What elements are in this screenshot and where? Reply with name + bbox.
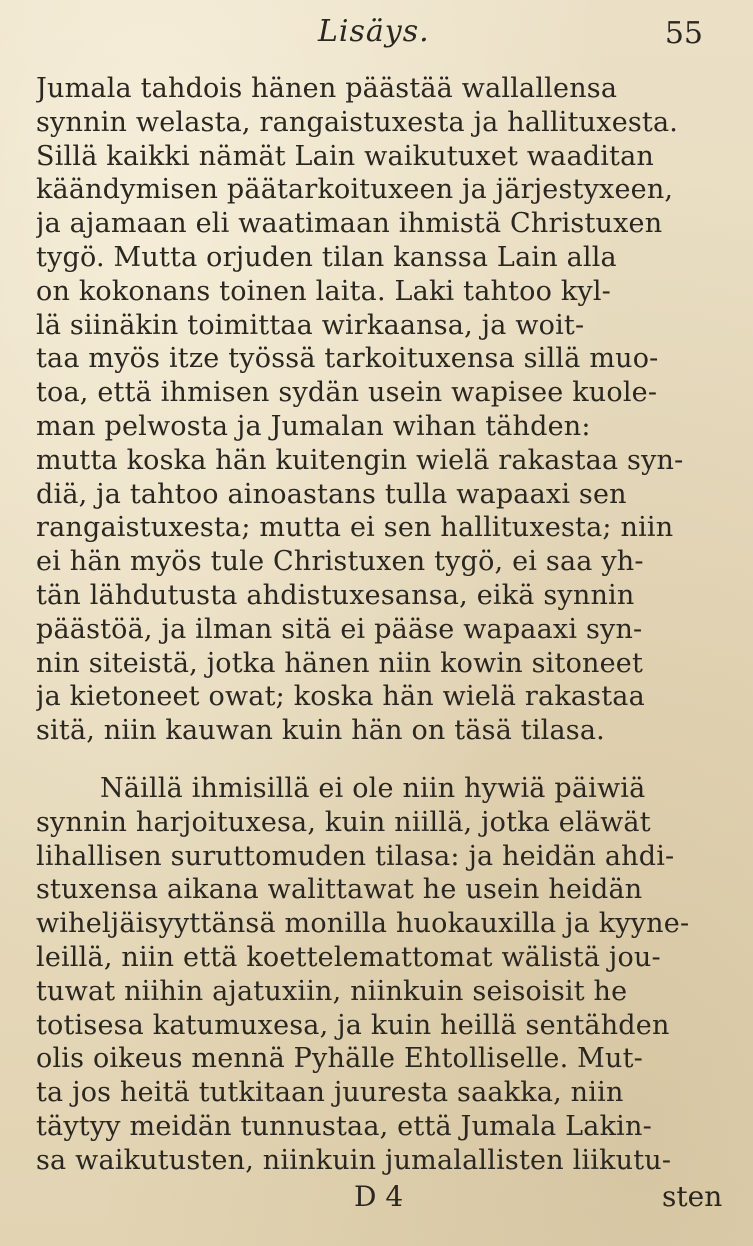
text-line: synnin harjoituxesa, kuin niillä, jotka eläwät bbox=[36, 806, 651, 838]
text-line: on kokonans toinen laita. Laki tahtoo kyl- bbox=[36, 275, 611, 307]
text-line: leillä, niin että koettelemattomat wälistä jou- bbox=[36, 941, 661, 973]
signature-mark: D 4 bbox=[354, 1180, 404, 1213]
paragraph bbox=[36, 72, 706, 748]
text-line: päästöä, ja ilman sitä ei pääse wapaaxi syn- bbox=[36, 613, 643, 645]
text-line: rangaistuxesta; mutta ei sen hallituxesta; niin bbox=[36, 512, 674, 544]
paragraph bbox=[36, 772, 706, 1178]
text-line: synnin welasta, rangaistuxesta ja hallituxesta. bbox=[36, 106, 679, 138]
text-line: ei hän myös tule Christuxen tygö, ei saa yh- bbox=[36, 546, 644, 578]
text-line: ta jos heitä tutkitaan juuresta saakka, niin bbox=[36, 1077, 624, 1109]
running-head: Lisäys. bbox=[318, 14, 430, 49]
text-line: totisesa katumuxesa, ja kuin heillä sentähden bbox=[36, 1009, 670, 1041]
text-line: toa, että ihmisen sydän usein wapisee kuole- bbox=[36, 377, 658, 409]
text-line: täytyy meidän tunnustaa, että Jumala Lakin- bbox=[36, 1110, 652, 1142]
text-line: Sillä kaikki nämät Lain waikutuxet waaditan bbox=[36, 140, 654, 172]
catchword: sten bbox=[662, 1180, 723, 1213]
text-line: ja ajamaan eli waatimaan ihmistä Christuxen bbox=[36, 208, 663, 240]
text-line: lihallisen suruttomuden tilasa: ja heidän ahdi- bbox=[36, 840, 675, 872]
text-line: diä, ja tahtoo ainoastans tulla wapaaxi sen bbox=[36, 478, 627, 510]
text-line: sa waikutusten, niinkuin jumalallisten liikutu- bbox=[36, 1144, 672, 1176]
text-line: käändymisen päätarkoituxeen ja järjestyxeen, bbox=[36, 174, 674, 206]
text-line: tygö. Mutta orjuden tilan kanssa Lain alla bbox=[36, 241, 617, 273]
text-line: olis oikeus mennä Pyhälle Ehtolliselle. Mut- bbox=[36, 1043, 643, 1075]
text-line: lä siinäkin toimittaa wirkaansa, ja woit- bbox=[36, 309, 585, 341]
page-header bbox=[0, 14, 753, 58]
text-line: wiheljäisyyttänsä monilla huokauxilla ja kyyne- bbox=[36, 908, 690, 940]
text-line: sitä, niin kauwan kuin hän on täsä tilasa. bbox=[36, 715, 605, 747]
text-line: ja kietoneet owat; koska hän wielä rakastaa bbox=[36, 681, 645, 713]
text-line: man pelwosta ja Jumalan wihan tähden: bbox=[36, 410, 591, 442]
text-line: tän lähdutusta ahdistuxesansa, eikä synnin bbox=[36, 579, 635, 611]
text-line: Näillä ihmisillä ei ole niin hywiä päiwiä bbox=[100, 773, 646, 804]
text-line: nin siteistä, jotka hänen niin kowin sitoneet bbox=[36, 647, 644, 679]
text-line: tuwat niihin ajatuxiin, niinkuin seisoisit he bbox=[36, 975, 628, 1007]
page-number: 55 bbox=[664, 16, 703, 51]
text-line: stuxensa aikana walittawat he usein heidän bbox=[36, 874, 643, 906]
text-line: taa myös itze työssä tarkoituxensa sillä muo- bbox=[36, 343, 659, 375]
page-footer bbox=[0, 1180, 753, 1220]
text-line: mutta koska hän kuitengin wielä rakastaa syn- bbox=[36, 444, 684, 476]
text-line: Jumala tahdois hänen päästää wallallensa bbox=[36, 73, 618, 104]
